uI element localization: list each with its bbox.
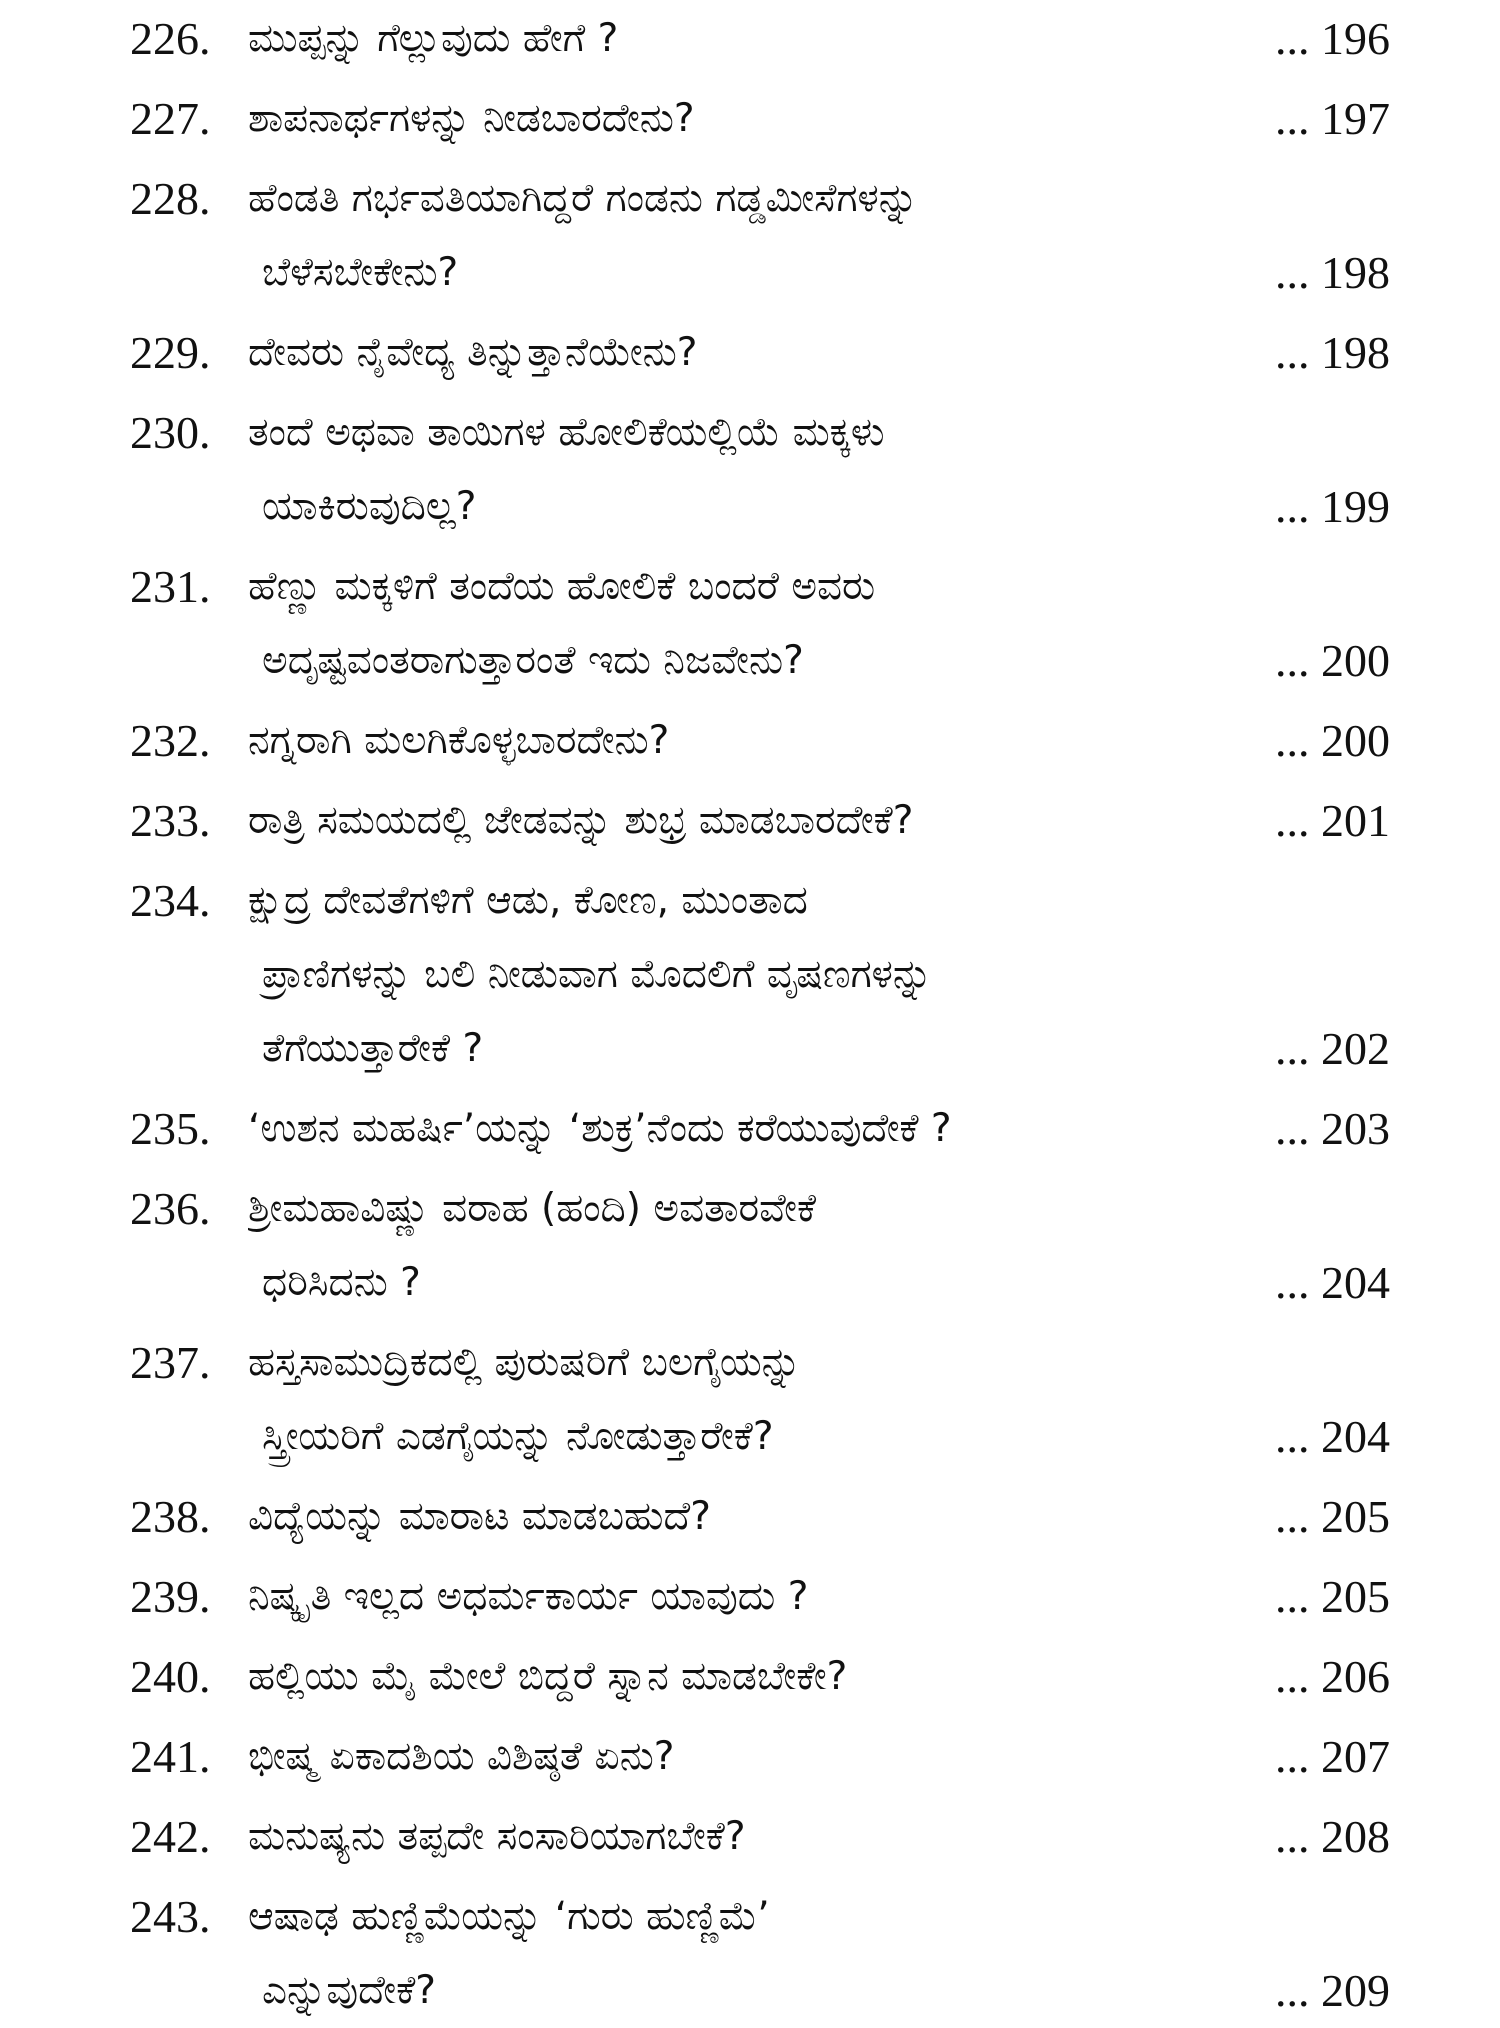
page-number: ... 200	[1275, 715, 1390, 766]
page-number: ... 202	[1275, 1023, 1390, 1074]
toc-entry	[130, 1800, 1390, 1874]
page-number: ... 209	[1275, 1965, 1390, 2016]
entry-title	[248, 864, 1248, 1086]
entry-title	[248, 1480, 1248, 1554]
entry-title	[248, 1172, 1248, 1320]
toc-entry	[130, 784, 1390, 858]
toc-entry	[130, 82, 1390, 156]
entry-title	[248, 784, 1248, 858]
entry-title-line: ನಗ್ನರಾಗಿ ಮಲಗಿಕೊಳ್ಳಬಾರದೇನು?	[248, 718, 670, 763]
entry-title-line: ವಿದ್ಯೆಯನ್ನು ಮಾರಾಟ ಮಾಡಬಹುದೆ?	[248, 1494, 711, 1539]
entry-number: 238.	[130, 1491, 211, 1542]
toc-entry	[130, 1480, 1390, 1554]
entry-number: 229.	[130, 327, 211, 378]
page-number: ... 201	[1275, 795, 1390, 846]
page-number: ... 208	[1275, 1811, 1390, 1862]
page-number: ... 205	[1275, 1491, 1390, 1542]
entry-title-line: ತಂದೆ ಅಥವಾ ತಾಯಿಗಳ ಹೋಲಿಕೆಯಲ್ಲಿಯೆ ಮಕ್ಕಳು	[248, 410, 885, 455]
page-number: ... 197	[1275, 93, 1390, 144]
toc-entry	[130, 162, 1390, 310]
entry-title-line: ಕ್ಷುದ್ರ ದೇವತೆಗಳಿಗೆ ಆಡು, ಕೋಣ, ಮುಂತಾದ	[248, 878, 808, 923]
entry-title-line: ಮುಪ್ಪನ್ನು ಗೆಲ್ಲುವುದು ಹೇಗೆ ?	[248, 16, 619, 61]
entry-title	[248, 1800, 1248, 1874]
entry-title-line: ಎನ್ನುವುದೇಕೆ?	[262, 1968, 436, 2013]
entry-title	[248, 550, 1248, 698]
toc-entry	[130, 1560, 1390, 1634]
entry-title	[248, 396, 1248, 544]
entry-number: 227.	[130, 93, 211, 144]
entry-title-line: ಅದೃಷ್ಟವಂತರಾಗುತ್ತಾರಂತೆ ಇದು ನಿಜವೇನು?	[262, 638, 804, 683]
entry-title-line: ಯಾಕಿರುವುದಿಲ್ಲ?	[262, 484, 477, 529]
toc-entry	[130, 1092, 1390, 1166]
entry-number: 243.	[130, 1891, 211, 1942]
entry-title	[248, 2, 1248, 76]
entry-title	[248, 1092, 1248, 1166]
entry-title	[248, 1880, 1248, 2028]
entry-number: 241.	[130, 1731, 211, 1782]
entry-title-line: ಹಲ್ಲಿಯು ಮೈ ಮೇಲೆ ಬಿದ್ದರೆ ಸ್ನಾನ ಮಾಡಬೇಕೇ?	[248, 1654, 848, 1699]
toc-entry	[130, 704, 1390, 778]
entry-title-line: ನಿಷ್ಕೃತಿ ಇಲ್ಲದ ಅಧರ್ಮಕಾರ್ಯ ಯಾವುದು ?	[248, 1574, 809, 1619]
entry-title-line: ಭೀಷ್ಮ ಏಕಾದಶಿಯ ವಿಶಿಷ್ಠತೆ ಏನು?	[248, 1734, 675, 1779]
page-number: ... 205	[1275, 1571, 1390, 1622]
page-number: ... 206	[1275, 1651, 1390, 1702]
page-number: ... 196	[1275, 13, 1390, 64]
entry-number: 237.	[130, 1337, 211, 1388]
toc-entry	[130, 1326, 1390, 1474]
entry-title-line: ರಾತ್ರಿ ಸಮಯದಲ್ಲಿ ಜೇಡವನ್ನು ಶುಭ್ರ ಮಾಡಬಾರದೇಕೆ?	[248, 798, 914, 843]
page-number: ... 199	[1275, 481, 1390, 532]
entry-title	[248, 1560, 1248, 1634]
entry-number: 240.	[130, 1651, 211, 1702]
toc-entry	[130, 316, 1390, 390]
entry-number: 226.	[130, 13, 211, 64]
entry-number: 230.	[130, 407, 211, 458]
entry-title-line: ದೇವರು ನೈವೇದ್ಯ ತಿನ್ನುತ್ತಾನೆಯೇನು?	[248, 330, 698, 375]
toc-entry	[130, 864, 1390, 1086]
entry-number: 228.	[130, 173, 211, 224]
entry-number: 235.	[130, 1103, 211, 1154]
entry-title-line: ಹಸ್ತಸಾಮುದ್ರಿಕದಲ್ಲಿ ಪುರುಷರಿಗೆ ಬಲಗೈಯನ್ನು	[248, 1340, 802, 1385]
toc-entry	[130, 1640, 1390, 1714]
entry-number: 232.	[130, 715, 211, 766]
entry-title	[248, 316, 1248, 390]
entry-title-line: ತೆಗೆಯುತ್ತಾರೇಕೆ ?	[262, 1026, 484, 1071]
toc-entry	[130, 396, 1390, 544]
entry-title	[248, 82, 1248, 156]
entry-title-line: ಆಷಾಢ ಹುಣ್ಣಿಮೆಯನ್ನು ‘ಗುರು ಹುಣ್ಣಿಮೆ’	[248, 1894, 770, 1939]
entry-number: 233.	[130, 795, 211, 846]
entry-title-line: ಬೆಳೆಸಬೇಕೇನು?	[262, 250, 459, 295]
entry-title-line: ಮನುಷ್ಯನು ತಪ್ಪದೇ ಸಂಸಾರಿಯಾಗಬೇಕೆ?	[248, 1814, 746, 1859]
page-number: ... 204	[1275, 1257, 1390, 1308]
page-number: ... 198	[1275, 247, 1390, 298]
entry-number: 242.	[130, 1811, 211, 1862]
entry-title-line: ಪ್ರಾಣಿಗಳನ್ನು ಬಲಿ ನೀಡುವಾಗ ಮೊದಲಿಗೆ ವೃಷಣಗಳನ್ನು	[262, 952, 933, 997]
page-number: ... 198	[1275, 327, 1390, 378]
entry-title	[248, 704, 1248, 778]
page-number: ... 200	[1275, 635, 1390, 686]
toc-entry	[130, 1880, 1390, 2028]
entry-number: 231.	[130, 561, 211, 612]
page-number: ... 204	[1275, 1411, 1390, 1462]
entry-title-line: ‘ಉಶನ ಮಹರ್ಷಿ’ಯನ್ನು ‘ಶುಕ್ರ’ನೆಂದು ಕರೆಯುವುದೇಕೆ ?	[248, 1106, 952, 1151]
entry-number: 236.	[130, 1183, 211, 1234]
entry-number: 239.	[130, 1571, 211, 1622]
entry-title-line: ಸ್ತ್ರೀಯರಿಗೆ ಎಡಗೈಯನ್ನು ನೋಡುತ್ತಾರೇಕೆ?	[262, 1414, 774, 1459]
toc-entry	[130, 2, 1390, 76]
entry-title	[248, 1720, 1248, 1794]
entry-title-line: ಹೆಣ್ಣು ಮಕ್ಕಳಿಗೆ ತಂದೆಯ ಹೋಲಿಕೆ ಬಂದರೆ ಅವರು	[248, 564, 876, 609]
entry-title	[248, 162, 1248, 310]
entry-title-line: ಹೆಂಡತಿ ಗರ್ಭವತಿಯಾಗಿದ್ದರೆ ಗಂಡನು ಗಡ್ಡಮೀಸೆಗಳನ್ನು	[248, 176, 919, 221]
toc-entry	[130, 1172, 1390, 1320]
entry-title-line: ಶಾಪನಾರ್ಥಗಳನ್ನು ನೀಡಬಾರದೇನು?	[248, 96, 695, 141]
toc-entry	[130, 550, 1390, 698]
page-number: ... 203	[1275, 1103, 1390, 1154]
entry-title	[248, 1326, 1248, 1474]
entry-title-line: ಶ್ರೀಮಹಾವಿಷ್ಣು ವರಾಹ (ಹಂದಿ) ಅವತಾರವೇಕೆ	[248, 1186, 817, 1231]
entry-number: 234.	[130, 875, 211, 926]
page-number: ... 207	[1275, 1731, 1390, 1782]
toc-entry	[130, 1720, 1390, 1794]
entry-title	[248, 1640, 1248, 1714]
entry-title-line: ಧರಿಸಿದನು ?	[262, 1260, 421, 1305]
